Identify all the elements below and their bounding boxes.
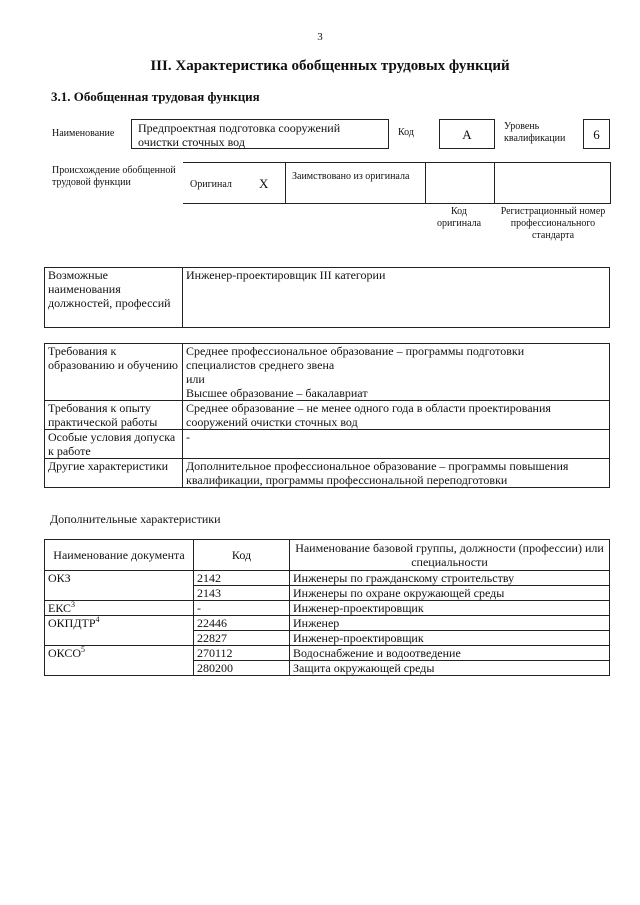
table-row [45,571,610,586]
header-group-name: Наименование базовой группы, должности (профессии) или специальности [290,540,610,571]
origin-divider-3 [494,162,495,204]
code-label: Код [398,127,414,138]
doc-name: ЕКС [48,601,72,615]
requirement-value [183,430,610,459]
requirement-label: Другие характеристики [45,459,183,488]
group-name-cell: Инженер-проектировщик [290,631,610,646]
table-row [45,344,610,401]
table-row [45,601,610,616]
level-value-box [583,119,610,149]
positions-table [44,267,610,328]
table-row [45,268,610,328]
subsection-title: 3.1. Обобщенная трудовая функция [51,89,260,104]
requirement-line: Среднее образование – не менее одного года в области проектирования [186,401,551,415]
code-cell: 2143 [194,586,290,601]
requirement-value [183,344,610,401]
code-value: A [462,127,472,142]
requirement-value [183,401,610,430]
requirement-line: квалификации, программы профессиональной переподготовки [186,473,508,487]
table-header-row [45,540,610,571]
group-name-cell: Инженер [290,616,610,631]
page-number: 3 [317,31,323,43]
positions-value: Инженер-проектировщик III категории [183,268,610,328]
group-name-cell: Защита окружающей среды [290,661,610,676]
original-mark: X [259,176,269,191]
level-label: Уровень квалификации [504,121,566,144]
code-cell: 22827 [194,631,290,646]
doc-name: ОКЗ [48,571,71,585]
name-label: Наименование [52,128,115,139]
origin-divider-4 [610,162,611,204]
table-row [45,430,610,459]
table-row [45,459,610,488]
origin-label: Происхождение обобщенной трудовой функции [52,165,176,188]
doc-cell [45,571,194,586]
table-row [45,401,610,430]
code-cell: 280200 [194,661,290,676]
code-value-box [439,119,495,149]
borrowed-label: Заимствовано из оригинала [292,171,410,182]
doc-name: ОКСО [48,646,82,660]
footnote-ref: 3 [71,600,76,609]
section-title: III. Характеристика обобщенных трудовых функций [150,58,510,74]
origin-table [183,162,611,204]
doc-cell [45,631,194,646]
footnote-ref: 4 [95,615,100,624]
code-cell: 270112 [194,646,290,661]
code-cell: - [194,601,290,616]
code-cell: 22446 [194,616,290,631]
doc-cell [45,646,194,661]
doc-cell [45,616,194,631]
requirement-line: - [186,430,190,444]
name-value-box [131,119,389,149]
group-name-cell: Водоснабжение и водоотведение [290,646,610,661]
doc-cell [45,586,194,601]
additional-title: Дополнительные характеристики [50,512,221,526]
level-value: 6 [593,127,600,142]
group-name-cell: Инженер-проектировщик [290,601,610,616]
group-name-cell: Инженеры по гражданскому строительству [290,571,610,586]
requirement-line: Среднее профессиональное образование – программы подготовки [186,344,525,358]
footnote-ref: 5 [81,645,86,654]
requirements-table [44,343,610,488]
requirement-label: Требования к образованию и обучению [45,344,183,401]
group-name-cell: Инженеры по охране окружающей среды [290,586,610,601]
name-value: Предпроектная подготовка сооружений очистки сточных вод [138,121,341,149]
doc-cell [45,661,194,676]
origin-divider-1 [285,162,286,204]
requirement-line: Дополнительное профессиональное образование – программы повышения [186,459,569,473]
table-row [45,646,610,661]
doc-name: ОКПДТР [48,616,96,630]
requirement-line: Высшее образование – бакалавриат [186,386,368,400]
original-label: Оригинал [190,179,232,190]
header-document: Наименование документа [45,540,194,571]
doc-cell [45,601,194,616]
requirement-line: сооружений очистки сточных вод [186,415,358,429]
requirement-label: Требования к опыту практической работы [45,401,183,430]
additional-table [44,539,610,676]
code-cell: 2142 [194,571,290,586]
code-original-caption: Код оригинала [436,206,482,229]
table-row [45,631,610,646]
requirement-line: специалистов среднего звена [186,358,335,372]
table-row [45,616,610,631]
table-row [45,661,610,676]
requirement-line: или [186,372,205,386]
positions-label: Возможные наименования должностей, профессий [45,268,183,328]
table-row [45,586,610,601]
requirement-value [183,459,610,488]
origin-divider-2 [425,162,426,204]
requirement-label: Особые условия допуска к работе [45,430,183,459]
header-code: Код [194,540,290,571]
reg-number-caption: Регистрационный номер профессионального стандарта [500,206,606,241]
